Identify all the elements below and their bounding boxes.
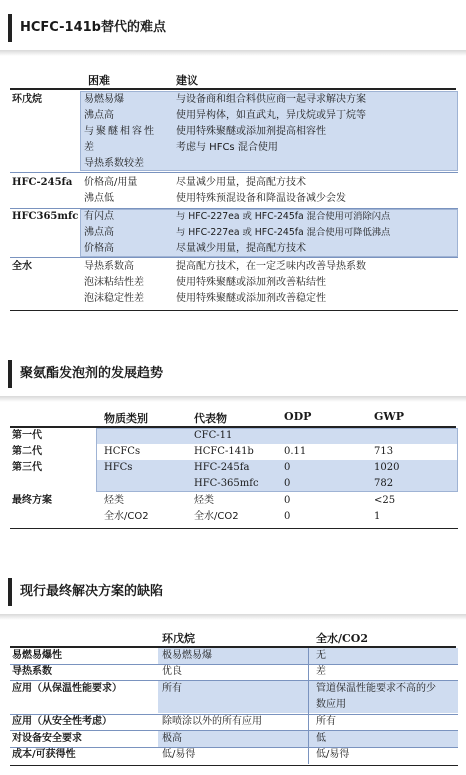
diff-cell: 价格高/用量 <box>84 177 138 188</box>
diff-cell: 有闪点 <box>84 211 114 222</box>
band-border <box>96 428 458 492</box>
gwp-cell: <25 <box>374 495 396 506</box>
group-divider <box>10 172 458 173</box>
sugg-cell: 尽量减少用量，提高配方技术 <box>176 177 306 188</box>
rep-cell: CFC-11 <box>194 430 233 441</box>
row-divider <box>10 664 458 665</box>
col-divider <box>308 648 309 764</box>
odp-cell: 0 <box>284 462 291 473</box>
row-divider <box>10 747 458 748</box>
odp-cell: 0.11 <box>284 446 307 457</box>
diff-cell: 易燃易爆 <box>84 94 124 105</box>
diff-cell: 导热系数较差 <box>84 158 144 169</box>
group-divider <box>10 257 458 258</box>
table-bottom-rule <box>10 528 458 529</box>
cyclopentane-cell: 极高 <box>162 733 182 744</box>
col-header-cyclopentane: 环戊烷 <box>162 632 195 645</box>
col-header-rep: 代表物 <box>194 412 227 425</box>
sugg-cell: 提高配方技术，在一定乏味内改善导热系数 <box>176 261 366 272</box>
header-rule <box>10 88 456 90</box>
sugg-cell: 与设备商和组合料供应商一起寻求解决方案 <box>176 94 366 105</box>
sugg-cell: 与 HFC-227ea 或 HFC-245fa 混合使用可消除闪点 <box>176 211 391 222</box>
sugg-cell: 尽量减少用量，提高配方技术 <box>176 243 306 254</box>
diff-cell: 泡沫粘结性差 <box>84 277 144 288</box>
water-cell: 差 <box>316 666 326 677</box>
diff-cell: 价格高 <box>84 243 114 254</box>
table-bottom-rule <box>10 765 458 766</box>
group-label-hfc365mfc: HFC365mfc <box>12 211 79 222</box>
odp-cell: 0 <box>284 511 291 522</box>
sugg-cell: 使用特殊聚醚或添加剂改善稳定性 <box>176 293 326 304</box>
diff-cell: 与聚醚相容性 <box>84 126 156 137</box>
sugg-cell: 使用特殊聚醚或添加剂改善粘结性 <box>176 277 326 288</box>
water-cell: 管道保温性能要求不高的少 <box>316 683 436 694</box>
water-cell: 低 <box>316 733 326 744</box>
gen-label: 第一代 <box>12 430 42 441</box>
cyclopentane-cell: 所有 <box>162 683 182 694</box>
group-label-water: 全水 <box>12 261 32 272</box>
criterion-label: 应用（从保温性能要求） <box>12 683 122 694</box>
sugg-cell: 考虑与 HFCs 混合使用 <box>176 142 278 153</box>
gwp-cell: 1 <box>374 511 381 522</box>
col-header-odp: ODP <box>284 410 312 423</box>
sugg-cell: 使用特殊聚醚或添加剂提高相容性 <box>176 126 326 137</box>
odp-cell: 0 <box>284 478 291 489</box>
odp-cell: 0 <box>284 495 291 506</box>
table-bottom-rule <box>10 310 458 311</box>
criterion-label: 导热系数 <box>12 666 52 677</box>
rep-cell: 烃类 <box>194 495 214 506</box>
gen-label: 第三代 <box>12 462 42 473</box>
cyclopentane-cell: 低/易得 <box>162 749 196 760</box>
section-divider <box>0 396 466 402</box>
section-divider <box>0 614 466 620</box>
section-title-trend: 聚氨酯发泡剂的发展趋势 <box>8 360 454 388</box>
diff-cell: 导热系数高 <box>84 261 134 272</box>
sugg-cell: 与 HFC-227ea 或 HFC-245fa 混合使用可降低沸点 <box>176 227 391 238</box>
type-cell: HFCs <box>104 462 133 473</box>
section-divider <box>0 50 466 56</box>
gwp-cell: 713 <box>374 446 394 457</box>
section-title-hcfc: HCFC-141b替代的难点 <box>8 14 454 42</box>
col-header-suggestion: 建议 <box>176 74 198 87</box>
diff-cell: 差 <box>84 142 94 153</box>
criterion-label: 对设备安全要求 <box>12 733 82 744</box>
type-cell: 全水/CO2 <box>104 511 149 522</box>
gwp-cell: 782 <box>374 478 394 489</box>
water-cell: 所有 <box>316 716 336 727</box>
section-title-defects: 现行最终解决方案的缺陷 <box>8 578 454 606</box>
water-cell: 无 <box>316 650 326 661</box>
criterion-label: 应用（从安全性考虑） <box>12 716 112 727</box>
rep-cell: HCFC-141b <box>194 446 254 457</box>
rep-cell: HFC-245fa <box>194 462 250 473</box>
gwp-cell: 1020 <box>374 462 400 473</box>
diff-cell: 沸点高 <box>84 227 114 238</box>
col-header-type: 物质类别 <box>104 412 148 425</box>
group-label-hfc245fa: HFC-245fa <box>12 177 73 188</box>
cyclopentane-cell: 优良 <box>162 666 182 677</box>
type-cell: HCFCs <box>104 446 141 457</box>
rep-cell: HFC-365mfc <box>194 478 259 489</box>
sugg-cell: 使用异构体，如直武丸，异戊烷或异丁烷等 <box>176 110 366 121</box>
group-label-cyclopentane: 环戊烷 <box>12 94 42 105</box>
col-header-water-co2: 全水/CO2 <box>316 632 369 645</box>
criterion-label: 成本/可获得性 <box>12 749 76 760</box>
gen-label: 最终方案 <box>12 495 52 506</box>
diff-cell: 沸点高 <box>84 110 114 121</box>
col-header-difficulty: 困难 <box>88 74 110 87</box>
criterion-label: 易燃易爆性 <box>12 650 62 661</box>
rep-cell: 全水/CO2 <box>194 511 239 522</box>
water-cell-cont: 数应用 <box>316 699 346 710</box>
water-cell: 低/易得 <box>316 749 350 760</box>
col-header-gwp: GWP <box>374 410 405 423</box>
type-cell: 烃类 <box>104 495 124 506</box>
cyclopentane-cell: 除喷涂以外的所有应用 <box>162 716 262 727</box>
cyclopentane-cell: 极易燃易爆 <box>162 650 212 661</box>
diff-cell: 沸点低 <box>84 193 114 204</box>
gen-label: 第二代 <box>12 446 42 457</box>
sugg-cell: 使用特殊预混设备和降温设备减少会发 <box>176 193 346 204</box>
diff-cell: 泡沫稳定性差 <box>84 293 144 304</box>
